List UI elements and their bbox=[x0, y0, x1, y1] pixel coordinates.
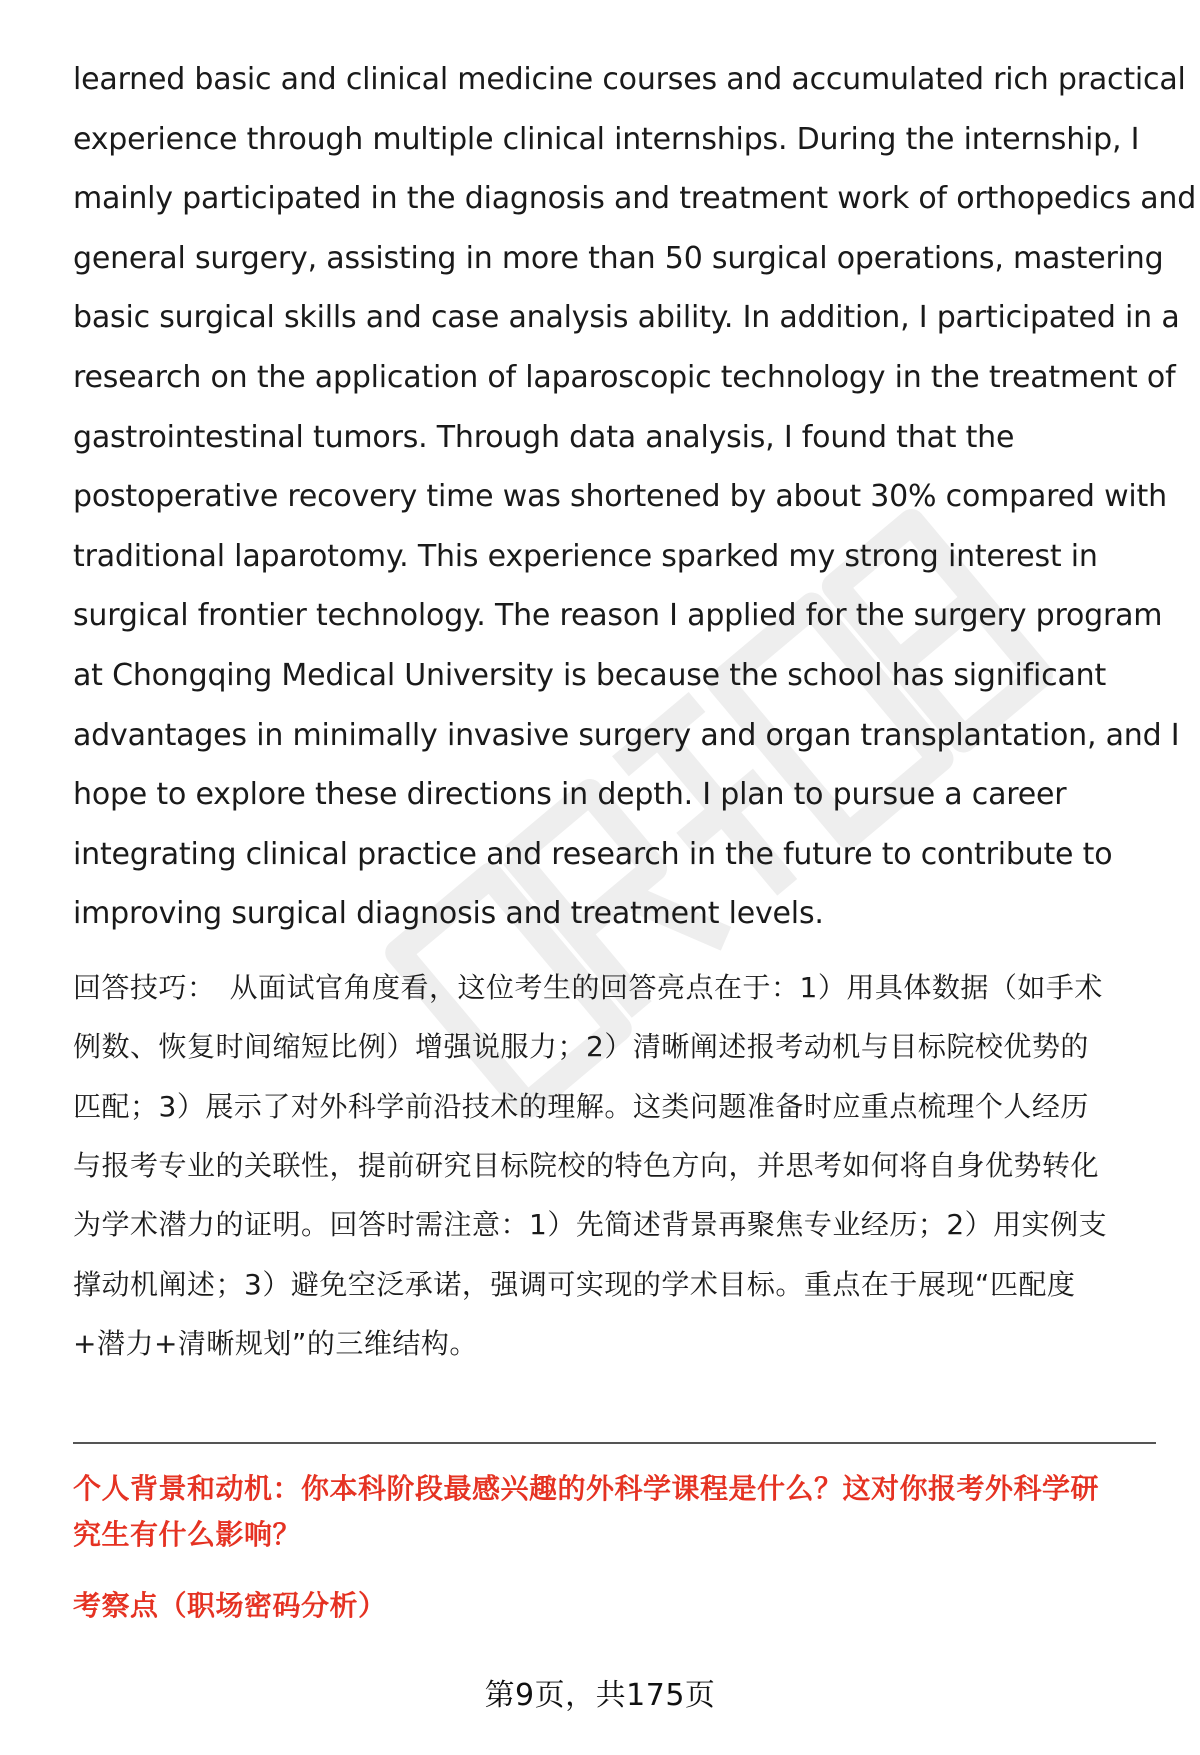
answer-line: traditional laparotomy. This experience sparked my strong interest in bbox=[73, 538, 1098, 574]
tips-line-text: 从面试官角度看，这位考生的回答亮点在于：1）用具体数据（如手术 bbox=[229, 970, 1103, 1004]
answer-line: surgical frontier technology. The reason I applied for the surgery program bbox=[73, 598, 1163, 634]
assessment-point-label: 考察点（职场密码分析） bbox=[73, 1589, 387, 1622]
answer-line: at Chongqing Medical University is because the school has significant bbox=[73, 657, 1107, 693]
tips-line: 例数、恢复时间缩短比例）增强说服力；2）清晰阐述报考动机与目标院校优势的 bbox=[73, 1030, 1089, 1064]
question-line: 究生有什么影响？ bbox=[73, 1518, 302, 1551]
answer-line: gastrointestinal tumors. Through data analysis, I found that the bbox=[73, 419, 1015, 455]
english-answer-paragraph bbox=[73, 50, 1197, 944]
answer-line: mainly participated in the diagnosis and treatment work of orthopedics and bbox=[73, 181, 1197, 217]
answer-line: advantages in minimally invasive surgery and organ transplantation, and I bbox=[73, 717, 1180, 753]
tips-paragraph bbox=[73, 958, 1153, 1374]
answer-line: postoperative recovery time was shortened by about 30% compared with bbox=[73, 479, 1167, 515]
tips-line: 与报考专业的关联性，提前研究目标院校的特色方向，并思考如何将自身优势转化 bbox=[73, 1149, 1100, 1183]
answer-line: learned basic and clinical medicine courses and accumulated rich practical bbox=[73, 62, 1186, 97]
answer-line: integrating clinical practice and research in the future to contribute to bbox=[73, 836, 1113, 872]
answer-line: experience through multiple clinical internships. During the internship, I bbox=[73, 121, 1140, 157]
tips-line: +潜力+清晰规划”的三维结构。 bbox=[73, 1327, 478, 1361]
tips-line: 为学术潜力的证明。回答时需注意：1）先简述背景再聚焦专业经历；2）用实例支 bbox=[73, 1208, 1108, 1242]
tips-label: 回答技巧： bbox=[73, 970, 216, 1004]
question-line: 个人背景和动机：你本科阶段最感兴趣的外科学课程是什么？这对你报考外科学研 bbox=[73, 1472, 1100, 1505]
answer-line: basic surgical skills and case analysis ability. In addition, I participated in a bbox=[73, 300, 1180, 336]
tips-line: 撑动机阐述；3）避免空泛承诺，强调可实现的学术目标。重点在于展现“匹配度 bbox=[73, 1267, 1076, 1301]
answer-line: hope to explore these directions in depth. I plan to pursue a career bbox=[73, 777, 1067, 813]
next-question-heading bbox=[73, 1466, 1163, 1558]
answer-line: research on the application of laparoscopic technology in the treatment of bbox=[73, 359, 1176, 395]
tips-line: 匹配；3）展示了对外科学前沿技术的理解。这类问题准备时应重点梳理个人经历 bbox=[73, 1089, 1089, 1123]
answer-line: improving surgical diagnosis and treatment levels. bbox=[73, 896, 824, 932]
main-content bbox=[73, 50, 1197, 1374]
page-number-footer: 第9页，共175页 bbox=[484, 1678, 716, 1713]
section-divider bbox=[73, 1442, 1156, 1444]
tips-line bbox=[73, 958, 1153, 1017]
answer-line: general surgery, assisting in more than 50 surgical operations, mastering bbox=[73, 240, 1164, 276]
